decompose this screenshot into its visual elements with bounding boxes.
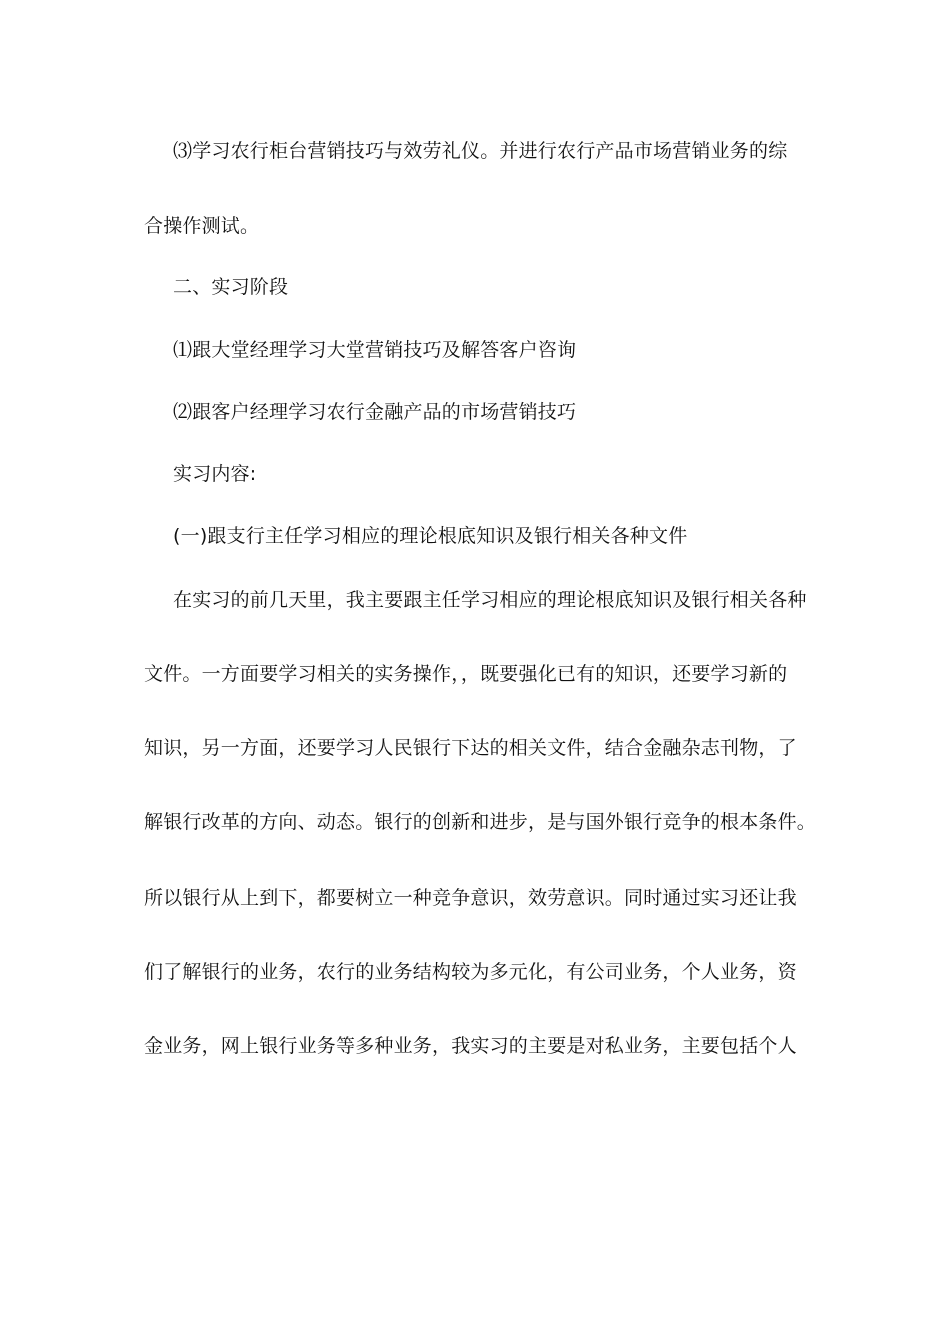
paragraph-line: 文件。一方面要学习相关的实务操作，，既要强化已有的知识，还要学习新的 [144, 663, 788, 685]
paragraph-line: 们了解银行的业务，农行的业务结构较为多元化，有公司业务，个人业务，资 [144, 961, 797, 983]
section-heading: 实习内容: [173, 463, 257, 485]
paragraph-line: 在实习的前几天里，我主要跟主任学习相应的理论根底知识及银行相关各种 [173, 589, 807, 611]
paragraph-line: 所以银行从上到下，都要树立一种竞争意识，效劳意识。同时通过实习还让我 [144, 887, 797, 909]
paragraph-line: 合操作测试。 [144, 215, 260, 237]
list-item: ⑵跟客户经理学习农行金融产品的市场营销技巧 [173, 401, 577, 423]
paragraph-line: 知识，另一方面，还要学习人民银行下达的相关文件，结合金融杂志刊物，了 [144, 737, 797, 759]
paragraph-line: 金业务，网上银行业务等多种业务，我实习的主要是对私业务，主要包括个人 [144, 1035, 797, 1057]
list-item: ⑴跟大堂经理学习大堂营销技巧及解答客户咨询 [173, 339, 577, 361]
paragraph-line: ⑶学习农行柜台营销技巧与效劳礼仪。并进行农行产品市场营销业务的综 [173, 140, 788, 162]
paragraph-line: 解银行改革的方向、动态。银行的创新和进步，是与国外银行竞争的根本条件。 [144, 811, 817, 833]
section-heading: 二、实习阶段 [173, 276, 289, 298]
subsection-heading: (一)跟支行主任学习相应的理论根底知识及银行相关各种文件 [173, 525, 688, 547]
